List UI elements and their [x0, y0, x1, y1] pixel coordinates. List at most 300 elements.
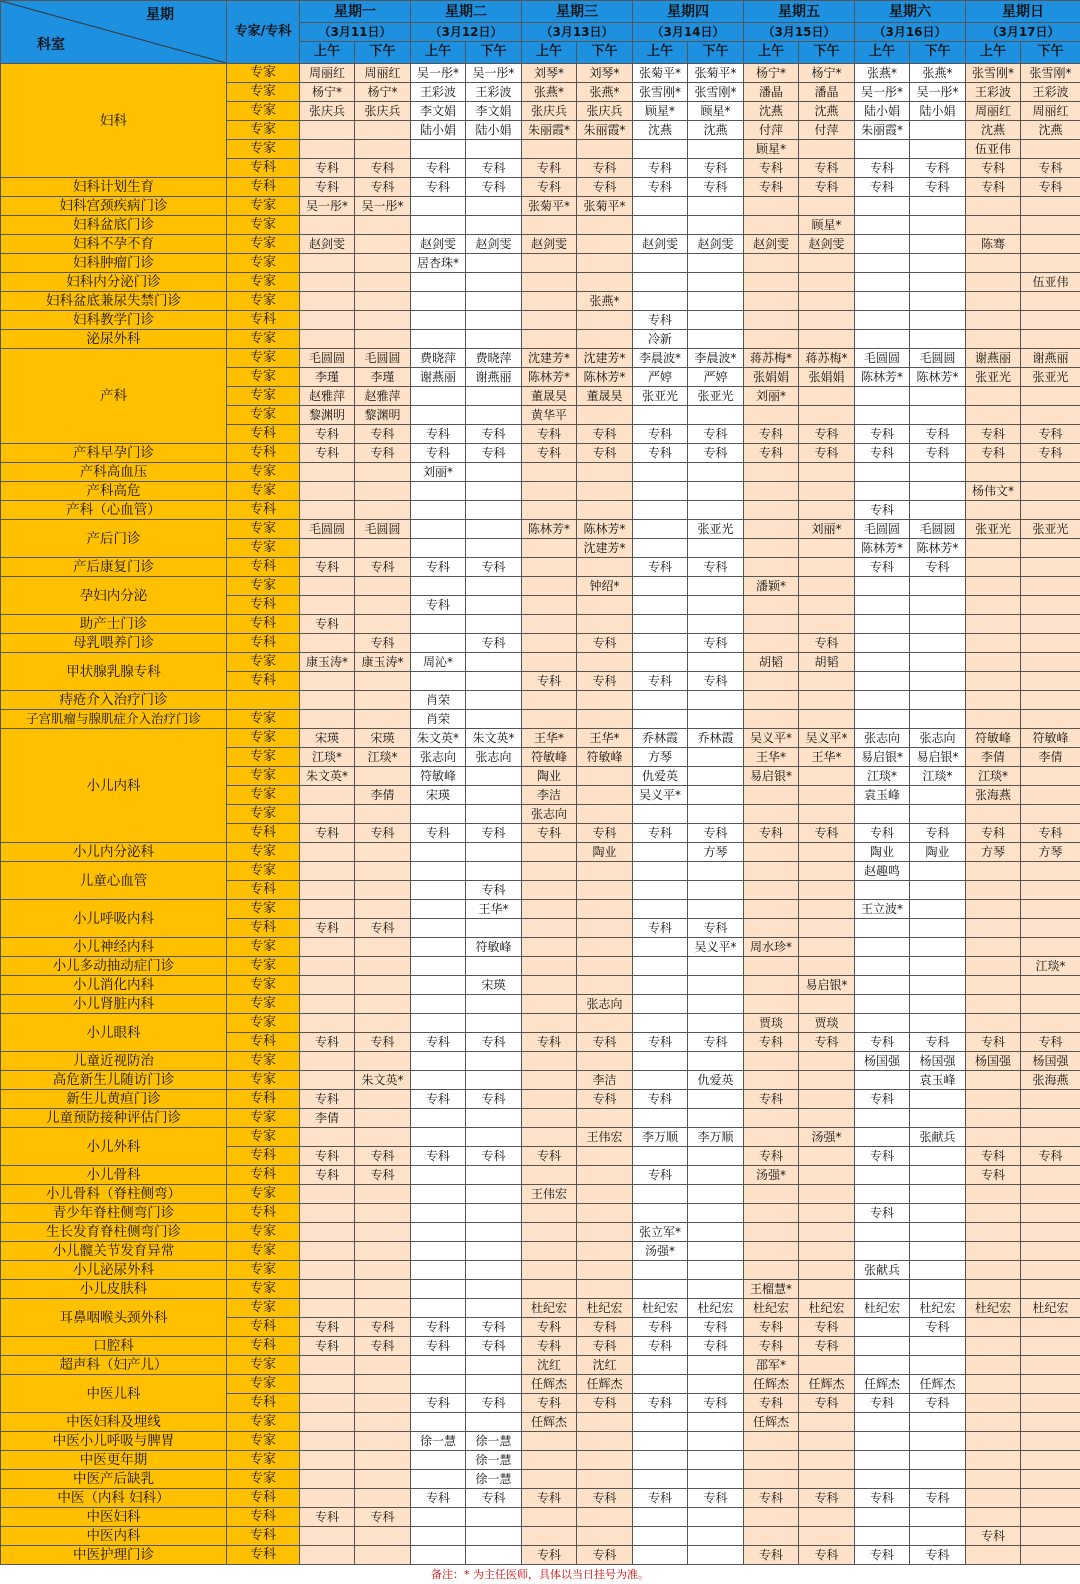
schedule-cell: 王华* [744, 748, 799, 767]
schedule-cell [855, 938, 910, 957]
schedule-cell [1021, 900, 1080, 919]
schedule-cell [799, 1470, 855, 1489]
schedule-cell: 杜纪宏 [688, 1299, 744, 1318]
schedule-cell [799, 767, 855, 786]
schedule-cell [577, 216, 633, 235]
schedule-cell: 专科 [577, 824, 633, 843]
schedule-cell [966, 463, 1021, 482]
department-name: 中医产后缺乳 [1, 1470, 227, 1489]
schedule-cell: 专科 [466, 1147, 522, 1166]
table-row [1, 1451, 1080, 1470]
schedule-cell [411, 881, 466, 900]
schedule-cell [855, 653, 910, 672]
schedule-cell: 专科 [522, 1337, 577, 1356]
schedule-cell [633, 1375, 688, 1394]
schedule-cell [966, 330, 1021, 349]
table-row [1, 615, 1080, 634]
schedule-cell: 符敏峰 [1021, 729, 1080, 748]
schedule-cell: 周水珍* [744, 938, 799, 957]
department-name: 中医小儿呼吸与脾胃 [1, 1432, 227, 1451]
schedule-cell: 专科 [522, 672, 577, 691]
schedule-cell [522, 995, 577, 1014]
schedule-cell [522, 1451, 577, 1470]
schedule-cell: 专科 [300, 919, 355, 938]
header-corner [1, 1, 227, 64]
schedule-cell [855, 463, 910, 482]
schedule-cell [744, 254, 799, 273]
schedule-cell: 专科 [522, 1147, 577, 1166]
table-row [1, 292, 1080, 311]
day-header-thu: 星期四 [633, 1, 744, 23]
schedule-cell [355, 1204, 411, 1223]
schedule-cell [1021, 786, 1080, 805]
schedule-cell [855, 577, 910, 596]
schedule-cell [633, 691, 688, 710]
schedule-cell [744, 558, 799, 577]
schedule-cell [633, 976, 688, 995]
day-header-sat: 星期六 [855, 1, 966, 23]
schedule-cell: 专科 [966, 1147, 1021, 1166]
schedule-cell [466, 330, 522, 349]
department-name: 新生儿黄疸门诊 [1, 1090, 227, 1109]
schedule-cell [300, 596, 355, 615]
schedule-cell: 专科 [799, 1489, 855, 1508]
table-row [1, 1432, 1080, 1451]
day-header-mon: 星期一 [300, 1, 411, 23]
schedule-cell [633, 1527, 688, 1546]
schedule-cell: 专科 [744, 1394, 799, 1413]
schedule-cell: 专科 [688, 634, 744, 653]
department-name: 高危新生儿随访门诊 [1, 1071, 227, 1090]
schedule-cell [522, 1223, 577, 1242]
schedule-cell [855, 919, 910, 938]
schedule-cell [1021, 1204, 1080, 1223]
clinic-type: 专家 [227, 1356, 300, 1375]
schedule-cell [466, 710, 522, 729]
schedule-cell: 张志向 [522, 805, 577, 824]
schedule-cell [300, 862, 355, 881]
schedule-cell: 专科 [300, 558, 355, 577]
schedule-cell [577, 938, 633, 957]
schedule-cell [300, 1375, 355, 1394]
schedule-cell: 陶业 [522, 767, 577, 786]
schedule-cell: 张燕* [522, 83, 577, 102]
schedule-cell [633, 634, 688, 653]
schedule-cell [522, 463, 577, 482]
schedule-cell: 费晓萍 [411, 349, 466, 368]
schedule-cell [744, 1128, 799, 1147]
schedule-cell [688, 881, 744, 900]
schedule-cell: 专科 [300, 444, 355, 463]
schedule-cell [577, 786, 633, 805]
schedule-cell: 杨国强 [1021, 1052, 1080, 1071]
table-row [1, 1109, 1080, 1128]
schedule-cell: 专科 [577, 634, 633, 653]
schedule-cell: 王华* [466, 900, 522, 919]
table-row [1, 273, 1080, 292]
schedule-cell: 专科 [522, 824, 577, 843]
pm-header: 下午 [910, 41, 966, 63]
department-name: 妇科内分泌门诊 [1, 273, 227, 292]
schedule-cell [799, 140, 855, 159]
schedule-cell: 赵剑雯 [300, 235, 355, 254]
department-name: 小儿骨科 [1, 1166, 227, 1185]
schedule-cell [688, 463, 744, 482]
schedule-cell: 专科 [966, 824, 1021, 843]
schedule-cell [910, 615, 966, 634]
schedule-cell [688, 1242, 744, 1261]
schedule-cell [855, 387, 910, 406]
date-sun: （3月17日） [966, 23, 1080, 42]
schedule-cell [855, 672, 910, 691]
schedule-cell: 张献兵 [855, 1261, 910, 1280]
schedule-cell [577, 1204, 633, 1223]
schedule-cell [522, 1508, 577, 1527]
table-row [1, 501, 1080, 520]
schedule-cell: 赵剑雯 [411, 235, 466, 254]
schedule-cell: 赵趣鸣 [855, 862, 910, 881]
table-row [1, 1090, 1080, 1109]
schedule-cell: 专科 [966, 159, 1021, 178]
schedule-cell [910, 653, 966, 672]
schedule-cell [910, 1451, 966, 1470]
schedule-cell [910, 900, 966, 919]
schedule-cell [799, 254, 855, 273]
schedule-cell [744, 843, 799, 862]
am-header: 上午 [522, 41, 577, 63]
schedule-cell: 沈燕 [688, 121, 744, 140]
schedule-cell [966, 1356, 1021, 1375]
schedule-cell: 杨国强 [910, 1052, 966, 1071]
schedule-cell [633, 1014, 688, 1033]
schedule-cell [910, 805, 966, 824]
schedule-cell [1021, 1375, 1080, 1394]
schedule-cell [1021, 1413, 1080, 1432]
schedule-cell [633, 254, 688, 273]
schedule-cell [966, 254, 1021, 273]
schedule-cell [633, 900, 688, 919]
schedule-cell: 吴一彤* [466, 64, 522, 83]
schedule-cell [910, 976, 966, 995]
table-row [1, 254, 1080, 273]
table-row [1, 1242, 1080, 1261]
schedule-cell [966, 1394, 1021, 1413]
schedule-cell: 专科 [355, 1337, 411, 1356]
schedule-cell: 宋瑛 [411, 786, 466, 805]
schedule-cell [411, 273, 466, 292]
schedule-cell [1021, 672, 1080, 691]
schedule-cell: 陆小娟 [855, 102, 910, 121]
schedule-cell: 周丽红 [300, 64, 355, 83]
schedule-cell: 朱文英* [355, 1071, 411, 1090]
schedule-cell [300, 786, 355, 805]
schedule-cell: 专科 [577, 178, 633, 197]
schedule-cell [910, 919, 966, 938]
schedule-cell: 符敏峰 [522, 748, 577, 767]
schedule-cell: 专科 [300, 1337, 355, 1356]
clinic-type: 专科 [227, 881, 300, 900]
schedule-cell [855, 254, 910, 273]
schedule-cell [910, 501, 966, 520]
table-row [1, 311, 1080, 330]
schedule-cell: 专科 [855, 425, 910, 444]
schedule-cell [355, 1451, 411, 1470]
schedule-cell: 陈林芳* [855, 539, 910, 558]
schedule-cell: 乔林霞 [688, 729, 744, 748]
type-header: 专家/专科 [227, 1, 300, 64]
schedule-cell [577, 919, 633, 938]
schedule-cell: 专科 [910, 178, 966, 197]
clinic-type: 专家 [227, 520, 300, 539]
schedule-cell: 毛圆圆 [855, 520, 910, 539]
schedule-cell [1021, 1090, 1080, 1109]
schedule-cell [633, 1432, 688, 1451]
clinic-type: 专科 [227, 672, 300, 691]
table-row [1, 558, 1080, 577]
schedule-cell [910, 672, 966, 691]
schedule-cell: 专科 [355, 1033, 411, 1052]
schedule-cell [966, 653, 1021, 672]
schedule-cell: 陈林芳* [522, 368, 577, 387]
schedule-cell [633, 1451, 688, 1470]
schedule-cell [688, 1090, 744, 1109]
schedule-cell [633, 577, 688, 596]
schedule-cell [411, 1356, 466, 1375]
schedule-cell [633, 596, 688, 615]
schedule-cell [688, 1432, 744, 1451]
schedule-cell [744, 672, 799, 691]
schedule-cell [855, 1071, 910, 1090]
schedule-cell: 任辉杰 [522, 1413, 577, 1432]
schedule-cell [466, 995, 522, 1014]
clinic-type: 专家 [227, 330, 300, 349]
schedule-cell: 专科 [633, 558, 688, 577]
schedule-cell: 专科 [744, 1318, 799, 1337]
schedule-cell [300, 140, 355, 159]
schedule-cell: 专科 [466, 558, 522, 577]
schedule-cell [466, 463, 522, 482]
schedule-cell: 专科 [300, 1033, 355, 1052]
schedule-cell [577, 235, 633, 254]
schedule-cell [300, 539, 355, 558]
schedule-cell [466, 1242, 522, 1261]
schedule-cell [1021, 1489, 1080, 1508]
schedule-cell [910, 1413, 966, 1432]
schedule-cell [355, 1394, 411, 1413]
schedule-cell: 专科 [466, 881, 522, 900]
schedule-cell [633, 938, 688, 957]
department-name: 青少年脊柱侧弯门诊 [1, 1204, 227, 1223]
schedule-cell [1021, 539, 1080, 558]
schedule-cell [355, 1470, 411, 1489]
schedule-cell [355, 1413, 411, 1432]
schedule-cell: 张亚光 [633, 387, 688, 406]
schedule-cell: 专科 [744, 824, 799, 843]
schedule-cell: 专科 [855, 501, 910, 520]
department-name: 妇科肿瘤门诊 [1, 254, 227, 273]
schedule-cell: 任辉杰 [577, 1375, 633, 1394]
schedule-cell: 陈林芳* [577, 520, 633, 539]
schedule-cell [577, 273, 633, 292]
schedule-cell: 伍亚伟 [1021, 273, 1080, 292]
department-name: 中医（内科 妇科） [1, 1489, 227, 1508]
table-row [1, 1470, 1080, 1489]
schedule-cell [633, 843, 688, 862]
schedule-cell [688, 1280, 744, 1299]
schedule-cell: 吴义平* [633, 786, 688, 805]
schedule-cell: 专科 [633, 444, 688, 463]
schedule-cell: 专科 [1021, 1033, 1080, 1052]
schedule-cell: 专科 [1021, 159, 1080, 178]
schedule-cell: 杜纪宏 [633, 1299, 688, 1318]
schedule-cell: 专科 [633, 1166, 688, 1185]
schedule-cell: 专科 [522, 159, 577, 178]
department-name: 小儿肾脏内科 [1, 995, 227, 1014]
table-row [1, 1261, 1080, 1280]
schedule-cell: 专科 [688, 1318, 744, 1337]
schedule-cell: 付萍 [799, 121, 855, 140]
schedule-cell: 黎渊明 [300, 406, 355, 425]
schedule-cell [355, 1489, 411, 1508]
schedule-cell [577, 501, 633, 520]
table-row [1, 653, 1080, 672]
am-header: 上午 [855, 41, 910, 63]
schedule-cell [300, 881, 355, 900]
clinic-type: 专家 [227, 102, 300, 121]
schedule-cell [466, 140, 522, 159]
clinic-type: 专家 [227, 957, 300, 976]
table-row [1, 482, 1080, 501]
schedule-cell [910, 463, 966, 482]
clinic-type: 专家 [227, 1432, 300, 1451]
schedule-cell: 张亚光 [966, 520, 1021, 539]
schedule-cell: 杜纪宏 [799, 1299, 855, 1318]
schedule-cell: 王伟宏 [522, 1185, 577, 1204]
schedule-cell: 钟绍* [577, 577, 633, 596]
schedule-cell: 专科 [522, 1318, 577, 1337]
clinic-type: 专科 [227, 1527, 300, 1546]
schedule-cell [966, 938, 1021, 957]
schedule-cell: 陶业 [910, 843, 966, 862]
department-name: 产后康复门诊 [1, 558, 227, 577]
schedule-cell [633, 1261, 688, 1280]
schedule-cell [910, 330, 966, 349]
schedule-cell [522, 919, 577, 938]
schedule-cell [466, 1527, 522, 1546]
schedule-cell: 专科 [577, 1318, 633, 1337]
schedule-cell [355, 121, 411, 140]
department-name: 超声科（妇产儿） [1, 1356, 227, 1375]
department-name: 中医妇科 [1, 1508, 227, 1527]
footer-note: 备注：* 为主任医师，具体以当日挂号为准。 [0, 1565, 1080, 1584]
schedule-cell [799, 387, 855, 406]
schedule-cell: 李万顺 [633, 1128, 688, 1147]
schedule-cell [855, 1508, 910, 1527]
schedule-cell [744, 501, 799, 520]
schedule-cell [688, 1223, 744, 1242]
schedule-cell [744, 1242, 799, 1261]
schedule-cell: 专科 [799, 1337, 855, 1356]
schedule-cell [688, 862, 744, 881]
schedule-cell [355, 1375, 411, 1394]
schedule-cell [466, 254, 522, 273]
schedule-cell: 专科 [799, 1033, 855, 1052]
schedule-cell: 专科 [910, 558, 966, 577]
schedule-cell: 专科 [966, 178, 1021, 197]
schedule-cell [300, 957, 355, 976]
schedule-cell: 赵剑雯 [744, 235, 799, 254]
schedule-cell [688, 292, 744, 311]
schedule-cell: 张庆兵 [522, 102, 577, 121]
schedule-cell [466, 767, 522, 786]
schedule-cell [522, 691, 577, 710]
schedule-cell: 费晓萍 [466, 349, 522, 368]
schedule-cell [300, 1451, 355, 1470]
schedule-cell [522, 216, 577, 235]
schedule-cell [966, 1470, 1021, 1489]
schedule-cell: 吴一彤* [855, 83, 910, 102]
schedule-cell: 赵雅萍 [355, 387, 411, 406]
clinic-type: 专家 [227, 1413, 300, 1432]
schedule-cell [577, 311, 633, 330]
schedule-cell [411, 900, 466, 919]
schedule-cell [355, 577, 411, 596]
schedule-cell: 专科 [633, 919, 688, 938]
department-name: 中医儿科 [1, 1375, 227, 1413]
schedule-cell: 专科 [577, 1033, 633, 1052]
schedule-cell: 专科 [300, 159, 355, 178]
schedule-cell [355, 140, 411, 159]
schedule-cell [411, 406, 466, 425]
schedule-cell: 黎渊明 [355, 406, 411, 425]
schedule-cell: 陶业 [577, 843, 633, 862]
schedule-cell: 江琰* [355, 748, 411, 767]
clinic-type: 专家 [227, 976, 300, 995]
schedule-cell [966, 539, 1021, 558]
schedule-cell: 徐一慧 [411, 1432, 466, 1451]
schedule-cell: 专科 [466, 178, 522, 197]
schedule-cell: 易启银* [799, 976, 855, 995]
schedule-cell [910, 862, 966, 881]
department-name: 中医内科 [1, 1527, 227, 1546]
schedule-cell [522, 1432, 577, 1451]
schedule-cell [688, 900, 744, 919]
schedule-cell [688, 1147, 744, 1166]
schedule-cell: 李倩 [355, 786, 411, 805]
schedule-cell [966, 919, 1021, 938]
schedule-cell: 专科 [799, 444, 855, 463]
schedule-cell [411, 672, 466, 691]
department-name: 中医护理门诊 [1, 1546, 227, 1565]
schedule-cell [522, 1261, 577, 1280]
schedule-cell [466, 843, 522, 862]
schedule-cell: 专科 [910, 444, 966, 463]
table-row [1, 330, 1080, 349]
department-name: 生长发育脊柱侧弯门诊 [1, 1223, 227, 1242]
schedule-cell [799, 1527, 855, 1546]
clinic-type: 专家 [227, 1185, 300, 1204]
schedule-cell [688, 786, 744, 805]
table-row [1, 729, 1080, 748]
pm-header: 下午 [688, 41, 744, 63]
schedule-cell [355, 862, 411, 881]
schedule-cell [744, 482, 799, 501]
schedule-cell [577, 615, 633, 634]
schedule-cell [522, 311, 577, 330]
schedule-cell [466, 539, 522, 558]
schedule-cell: 专科 [300, 1508, 355, 1527]
schedule-cell: 易启银* [855, 748, 910, 767]
